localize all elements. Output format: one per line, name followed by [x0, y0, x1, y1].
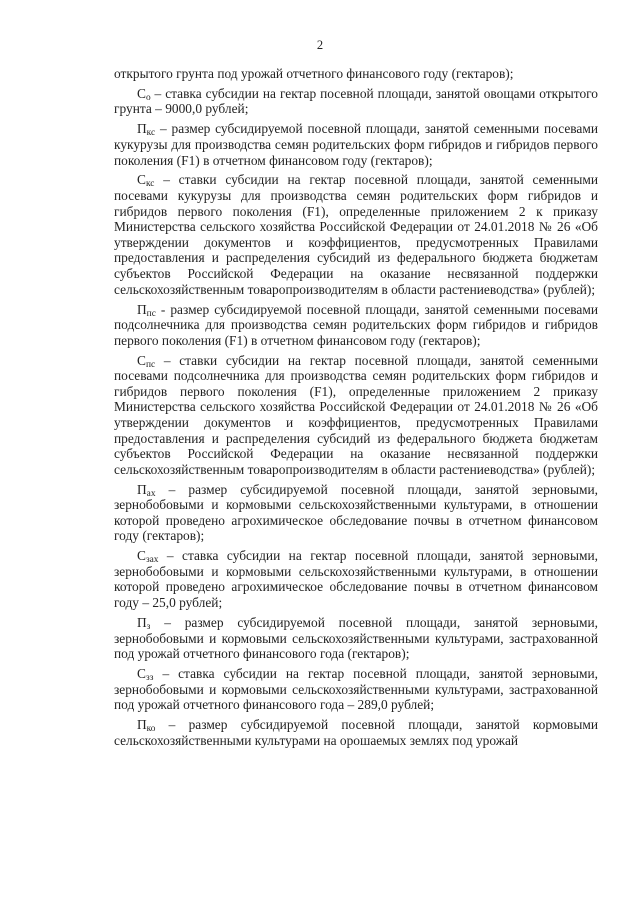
variable-symbol: С — [137, 172, 146, 188]
variable-subscript: зз — [145, 673, 154, 684]
document-paragraph — [114, 666, 598, 713]
paragraph-text: открытого грунта под урожай отчетного финансового году (гектаров); — [114, 66, 514, 81]
document-paragraph — [114, 615, 598, 662]
paragraph-text: – ставка субсидии на гектар посевной площади, занятой зерновыми, зернобобовыми и кормовыми сельскохозяйственными культурами, застрахованной под урожай отчетного финансового года – 289,0 рублей; — [114, 666, 598, 713]
document-paragraph — [114, 717, 598, 748]
formula-variable — [137, 615, 150, 630]
paragraph-text: – ставки субсидии на гектар посевной площади, занятой семенными посевами кукурузы для производства семян родительских форм гибридов и гибридов первого поколения (F1), определенные приложением 2 к приказу Министерства сельского хозяйства Российской Федерации от 24.01.2018 № 26 «Об утверждении документов и коэффициентов, предусмотренных Правилами предоставления и распределения субсидий из федерального бюджета бюджетам субъектов Российской Федерации на оказание несвязанной поддержки сельскохозяйственным товаропроизводителям в области растениеводства» (рублей); — [114, 172, 598, 297]
variable-subscript: ко — [146, 724, 156, 735]
variable-symbol: П — [137, 481, 147, 497]
document-paragraph — [114, 172, 598, 297]
variable-symbol: П — [137, 301, 147, 317]
document-paragraph — [114, 302, 598, 349]
variable-symbol: С — [137, 666, 146, 682]
paragraph-text: – размер субсидируемой посевной площади, занятой семенными посевами кукурузы для производства семян родительских форм гибридов и гибридов первого поколения (F1) в отчетном финансовом году (гектаров); — [114, 121, 598, 168]
variable-subscript: пс — [146, 308, 156, 319]
formula-variable — [137, 666, 154, 684]
variable-subscript: зах — [145, 555, 159, 566]
formula-variable — [137, 121, 156, 139]
paragraph-text: – ставка субсидии на гектар посевной площади, занятой овощами открытого грунта – 9000,0 рублей; — [114, 85, 598, 117]
variable-subscript: ах — [146, 488, 156, 499]
document-paragraph — [114, 121, 598, 168]
variable-symbol: П — [137, 121, 147, 137]
paragraph-text: – ставка субсидии на гектар посевной площади, занятой зерновыми, зернобобовыми и кормовыми сельскохозяйственными культурами, в отношении которой проведено агрохимическое обследование почвы в отчетном финансовом году – 25,0 рублей; — [114, 548, 598, 611]
variable-symbol: С — [137, 548, 146, 564]
variable-subscript: о — [145, 92, 151, 103]
formula-variable — [137, 302, 156, 317]
document-paragraph — [114, 548, 598, 610]
paragraph-text: – размер субсидируемой посевной площади, занятой зерновыми, зернобобовыми и кормовыми сельскохозяйственными культурами, застрахованной под урожай отчетного финансового года (гектаров); — [114, 614, 598, 662]
formula-variable — [137, 548, 159, 566]
paragraph-text: – размер субсидируемой посевной площади, занятой зерновыми, зернобобовыми и кормовыми сельскохозяйственными культурами, в отношении которой проведено агрохимическое обследование почвы в отчетном финансовом году (гектаров); — [114, 481, 598, 544]
page-number: 2 — [316, 38, 324, 52]
formula-variable — [137, 482, 156, 497]
paragraph-text: - размер субсидируемой посевной площади, занятой семенными посевами подсолнечника для производства семян родительских форм гибридов и гибридов первого поколения (F1) в отчетном финансовом году (гектаров); — [114, 301, 598, 348]
formula-variable — [137, 86, 151, 101]
variable-subscript: кс — [145, 179, 155, 190]
document-paragraph — [114, 86, 598, 117]
variable-subscript: кс — [146, 128, 156, 139]
variable-subscript: пс — [145, 359, 156, 370]
document-paragraph — [114, 66, 598, 82]
document-paragraph — [114, 482, 598, 544]
variable-symbol: П — [137, 614, 147, 630]
variable-symbol: С — [137, 85, 146, 101]
formula-variable — [137, 353, 155, 368]
formula-variable — [137, 172, 155, 190]
variable-subscript: з — [146, 621, 151, 632]
formula-variable — [137, 717, 156, 735]
document-body — [114, 66, 598, 748]
document-paragraph — [114, 353, 598, 478]
variable-symbol: С — [137, 352, 146, 368]
paragraph-text: – размер субсидируемой посевной площади, занятой кормовыми сельскохозяйственными культурами на орошаемых землях под урожай — [114, 717, 598, 748]
paragraph-text: – ставки субсидии на гектар посевной площади, занятой семенными посевами подсолнечника для производства семян родительских форм гибридов и гибридов первого поколения (F1), определенные приложением 2 приказу Министерства сельского хозяйства Российской Федерации от 24.01.2018 № 26 «Об утверждении документов и коэффициентов, предусмотренных Правилами предоставления и распределения субсидий из федерального бюджета бюджетам субъектов Российской Федерации на оказание несвязанной поддержки сельскохозяйственным товаропроизводителям в области растениеводства» (рублей); — [114, 352, 598, 477]
variable-symbol: П — [137, 717, 147, 733]
